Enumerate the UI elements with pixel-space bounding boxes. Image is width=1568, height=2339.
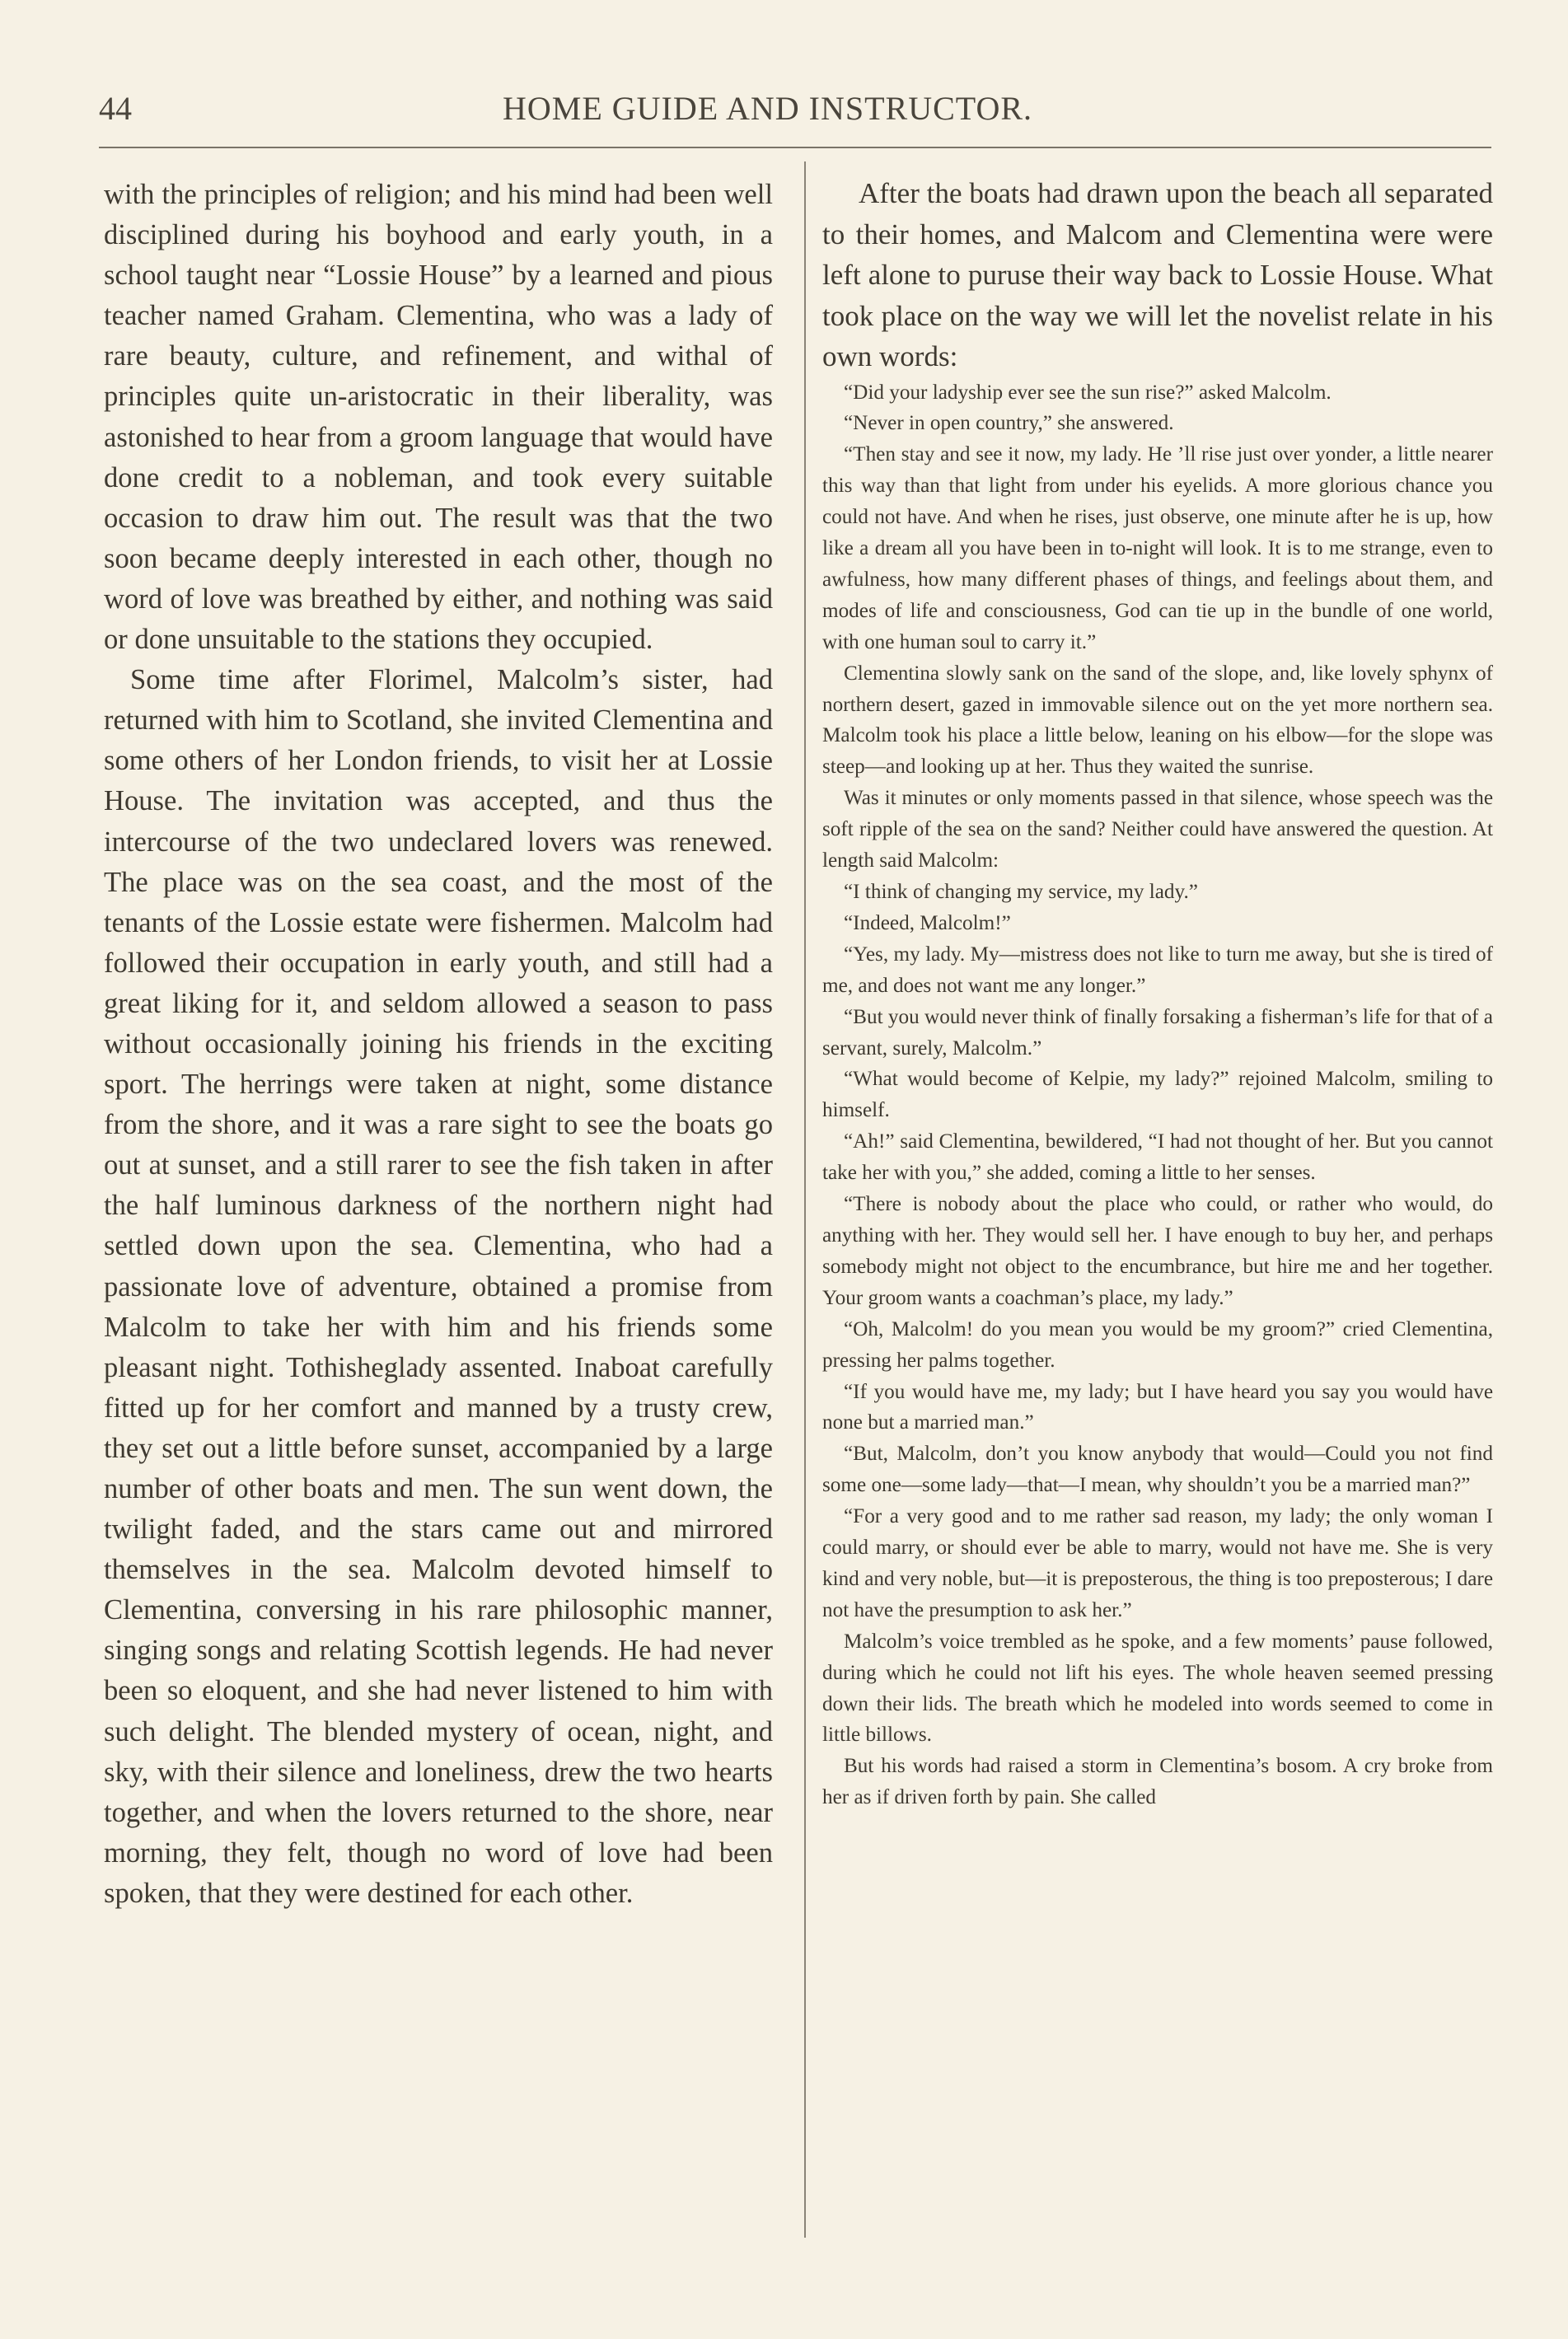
dialogue-paragraph: “But, Malcolm, don’t you know anybody that would—Could you not find some one—some lady—that—I mean, why shouldn’t you be a married man?” <box>822 1443 1493 1497</box>
dialogue-paragraph: “Ah!” said Clementina, bewildered, “I had not thought of her. But you cannot take her with you,” she added, coming a little to her senses. <box>822 1130 1493 1185</box>
left-column <box>104 175 773 1914</box>
dialogue <box>822 377 1493 1814</box>
dialogue-paragraph: “Indeed, Malcolm!” <box>844 911 1011 934</box>
dialogue-paragraph: “Then stay and see it now, my lady. He ’ll rise just over yonder, a little nearer this way than that light from under his eyelids. A more glorious chance you could not have. And when he rises, just observe, one minute after he is up, how like a dream all you have been in to-night will look. It is to me strange, even to awfulness, how many different phases of things, and feelings about them, and modes of life and consciousness, God can tie up in the bundle of one world, with one human soul to carry it.” <box>822 443 1493 653</box>
dialogue-paragraph: “I think of changing my service, my lady.” <box>844 881 1198 903</box>
dialogue-paragraph: “For a very good and to me rather sad reason, my lady; the only woman I could marry, or should ever be able to marry, would not have me. She is very kind and very noble, but—it is preposterous, the thing is too preposterous; I dare not have the presumption to ask her.” <box>822 1505 1493 1621</box>
dialogue-paragraph: “Did your ladyship ever see the sun rise?” asked Malcolm. <box>844 381 1332 404</box>
dialogue-paragraph: “There is nobody about the place who could, or rather who would, do anything with her. They would sell her. I have enough to buy her, and perhaps somebody might not object to the encumbrance, but hire me and her together. Your groom wants a coachman’s place, my lady.” <box>822 1193 1493 1309</box>
dialogue-paragraph: Was it minutes or only moments passed in that silence, whose speech was the soft ripple of the sea on the sand? Neither could have answered the question. At length said Malcolm: <box>822 787 1493 872</box>
dialogue-paragraph: “Yes, my lady. My—mistress does not like to turn me away, but she is tired of me, and does not want me any longer.” <box>822 943 1493 997</box>
dialogue-paragraph: “What would become of Kelpie, my lady?” rejoined Malcolm, smiling to himself. <box>822 1068 1493 1122</box>
header-rule <box>99 147 1491 148</box>
page-number: 44 <box>99 90 132 127</box>
left-paragraph-1: with the principles of religion; and his mind had been well disciplined during his boyhood and early youth, in a school taught near “Lossie House” by a learned and pious teacher named Graham. Clementina, who was a lady of rare beauty, culture, and refinement, and withal of principles quite un-aristocratic in their liberality, was astonished to hear from a groom language that would have done credit to a nobleman, and took every suitable occasion to draw him out. The result was that the two soon became deeply interested in each other, though no word of love was breathed by either, and nothing was said or done unsuitable to the stations they occupied. <box>104 179 773 656</box>
running-title: HOME GUIDE AND INSTRUCTOR. <box>503 90 1033 127</box>
left-paragraph-2: Some time after Florimel, Malcolm’s sister, had returned with him to Scotland, she invited Clementina and some others of her London friends, to visit her at Lossie House. The invitation was accepted, and thus the intercourse of the two undeclared lovers was renewed. The place was on the sea coast, and the most of the tenants of the Lossie estate were fishermen. Malcolm had followed their occupation in early youth, and still had a great liking for it, and seldom allowed a season to pass without occasionally joining his friends in the exciting sport. The herrings were taken at night, some distance from the shore, and it was a rare sight to see the boats go out at sunset, and a still rarer to see the fish taken in after the half luminous darkness of the northern night had settled down upon the sea. Clementina, who had a passionate love of adventure, obtained a promise from Malcolm to take her with him and his friends some pleasant night. Tothisheglady assented. Inaboat carefully fitted up for her comfort and manned by a trusty crew, they set out a little before sunset, accompanied by a large number of other boats and men. The sun went down, the twilight faded, and the stars came out and mirrored themselves in the sea. Malcolm devoted himself to Clementina, conversing in his rare philosophic manner, singing songs and relating Scottish legends. He had never been so eloquent, and she had never listened to him with such delight. The blended mystery of ocean, night, and sky, with their silence and loneliness, drew the two hearts together, and when the lovers returned to the shore, near morning, they felt, though no word of love had been spoken, that they were destined for each other. <box>104 664 773 1909</box>
column-divider <box>804 161 806 2238</box>
right-column <box>822 173 1493 1813</box>
page-header <box>99 89 1491 138</box>
dialogue-paragraph: Clementina slowly sank on the sand of the slope, and, like lovely sphynx of northern desert, gazed in immovable silence out on the yet more northern sea. Malcolm took his place a little below, leaning on his elbow—for the slope was steep—and looking up at her. Thus they waited the sunrise. <box>822 662 1493 779</box>
dialogue-paragraph: “Never in open country,” she answered. <box>844 412 1174 435</box>
dialogue-paragraph: “Oh, Malcolm! do you mean you would be my groom?” cried Clementina, pressing her palms together. <box>822 1317 1493 1372</box>
dialogue-paragraph: “But you would never think of finally forsaking a fisherman’s life for that of a servant, surely, Malcolm.” <box>822 1005 1493 1060</box>
dialogue-paragraph: Malcolm’s voice trembled as he spoke, and a few moments’ pause followed, during which he could not lift his eyes. The whole heaven seemed pressing down their lids. The breath which he modeled into words seemed to come in little billows. <box>822 1630 1493 1747</box>
dialogue-paragraph: “If you would have me, my lady; but I have heard you say you would have none but a married man.” <box>822 1380 1493 1434</box>
dialogue-paragraph: But his words had raised a storm in Clementina’s bosom. A cry broke from her as if driven forth by pain. She called <box>822 1755 1493 1809</box>
intro-paragraph: After the boats had drawn upon the beach all separated to their homes, and Malcom and Clementina were were left alone to puruse their way back to Lossie House. What took place on the way we will let the novelist relate in his own words: <box>822 177 1493 372</box>
